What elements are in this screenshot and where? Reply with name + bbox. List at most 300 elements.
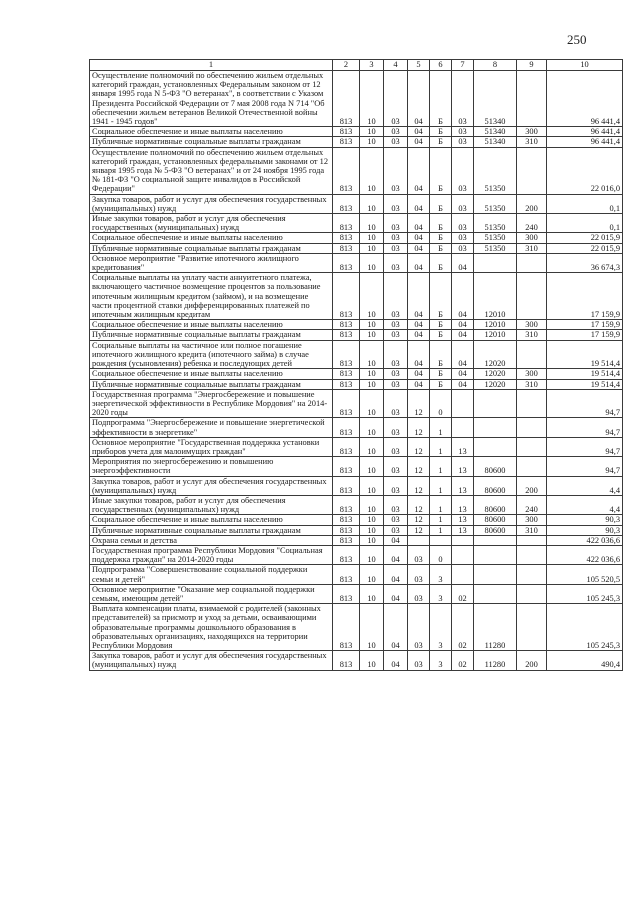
table-row bbox=[90, 330, 623, 340]
row-amount: 94,7 bbox=[547, 437, 623, 456]
row-code: 51350 bbox=[474, 214, 517, 233]
row-code bbox=[517, 584, 547, 603]
table-row bbox=[90, 194, 623, 213]
table-row bbox=[90, 369, 623, 379]
row-code: 04 bbox=[384, 651, 408, 670]
row-code: 04 bbox=[384, 545, 408, 564]
row-code: 03 bbox=[384, 214, 408, 233]
row-description: Основное мероприятие "Развитие ипотечного жилищного кредитования" bbox=[90, 253, 333, 272]
table-row bbox=[90, 253, 623, 272]
row-code: 813 bbox=[333, 379, 360, 389]
row-amount: 105 520,5 bbox=[547, 565, 623, 584]
row-code: Б bbox=[430, 137, 452, 147]
row-code: Б bbox=[430, 243, 452, 253]
row-amount: 422 036,6 bbox=[547, 535, 623, 545]
row-code: 11280 bbox=[474, 604, 517, 651]
table-row bbox=[90, 584, 623, 603]
row-code: 04 bbox=[452, 369, 474, 379]
row-code: Б bbox=[430, 127, 452, 137]
row-code: 1 bbox=[430, 515, 452, 525]
row-code: 300 bbox=[517, 320, 547, 330]
row-code: 51350 bbox=[474, 243, 517, 253]
row-code: 240 bbox=[517, 495, 547, 514]
row-amount: 90,3 bbox=[547, 525, 623, 535]
row-code bbox=[517, 340, 547, 369]
row-code: 10 bbox=[360, 565, 384, 584]
row-amount: 22 016,0 bbox=[547, 147, 623, 194]
table-row bbox=[90, 71, 623, 127]
row-code: 03 bbox=[384, 320, 408, 330]
row-code: 12 bbox=[408, 525, 430, 535]
row-code: 200 bbox=[517, 651, 547, 670]
row-code: 200 bbox=[517, 194, 547, 213]
page-number: 250 bbox=[567, 32, 587, 47]
row-code: 80600 bbox=[474, 525, 517, 535]
row-code: 12 bbox=[408, 418, 430, 437]
row-code: 03 bbox=[384, 243, 408, 253]
row-code: 310 bbox=[517, 330, 547, 340]
row-code: 10 bbox=[360, 214, 384, 233]
row-code: 813 bbox=[333, 476, 360, 495]
row-code bbox=[517, 535, 547, 545]
row-code: 813 bbox=[333, 545, 360, 564]
row-code: 1 bbox=[430, 418, 452, 437]
row-code: 12020 bbox=[474, 379, 517, 389]
row-code bbox=[517, 147, 547, 194]
row-code bbox=[517, 437, 547, 456]
row-amount: 90,3 bbox=[547, 515, 623, 525]
row-amount: 96 441,4 bbox=[547, 127, 623, 137]
row-code: 04 bbox=[408, 369, 430, 379]
row-code bbox=[474, 565, 517, 584]
table-row bbox=[90, 457, 623, 476]
table-row bbox=[90, 418, 623, 437]
row-code: Б bbox=[430, 233, 452, 243]
row-code: 310 bbox=[517, 379, 547, 389]
table-row bbox=[90, 545, 623, 564]
row-code: 13 bbox=[452, 437, 474, 456]
table-row bbox=[90, 476, 623, 495]
row-code: 04 bbox=[408, 379, 430, 389]
row-code: 10 bbox=[360, 253, 384, 272]
row-code bbox=[430, 535, 452, 545]
row-code: 04 bbox=[408, 194, 430, 213]
table-row bbox=[90, 565, 623, 584]
row-code: 13 bbox=[452, 495, 474, 514]
row-amount: 0,1 bbox=[547, 214, 623, 233]
row-code: 10 bbox=[360, 369, 384, 379]
row-code: 813 bbox=[333, 437, 360, 456]
row-code: 04 bbox=[408, 71, 430, 127]
row-description: Социальные выплаты на частичное или полное погашение ипотечного жилищного кредита (ипотечного займа) в случае рождения (усыновления) ребенка и последующих детей bbox=[90, 340, 333, 369]
row-code: 813 bbox=[333, 147, 360, 194]
row-description: Социальное обеспечение и иные выплаты населению bbox=[90, 515, 333, 525]
row-code: 300 bbox=[517, 369, 547, 379]
row-code: 04 bbox=[452, 273, 474, 320]
row-code: 12 bbox=[408, 389, 430, 418]
row-code bbox=[517, 457, 547, 476]
row-code: 03 bbox=[384, 525, 408, 535]
row-code: 03 bbox=[384, 330, 408, 340]
row-code: 03 bbox=[408, 545, 430, 564]
row-code: 10 bbox=[360, 330, 384, 340]
row-code: 03 bbox=[384, 389, 408, 418]
row-code: 813 bbox=[333, 330, 360, 340]
row-code: 12 bbox=[408, 476, 430, 495]
row-code: 03 bbox=[384, 418, 408, 437]
row-code: 813 bbox=[333, 233, 360, 243]
row-code bbox=[474, 584, 517, 603]
row-code: 10 bbox=[360, 495, 384, 514]
row-description: Государственная программа Республики Мордовия "Социальная поддержка граждан" на 2014-2020 годы bbox=[90, 545, 333, 564]
table-row bbox=[90, 147, 623, 194]
row-code: Б bbox=[430, 273, 452, 320]
row-code: 02 bbox=[452, 584, 474, 603]
row-code: 10 bbox=[360, 71, 384, 127]
row-code: 80600 bbox=[474, 515, 517, 525]
row-code: 10 bbox=[360, 437, 384, 456]
row-code: 03 bbox=[384, 369, 408, 379]
row-code: 813 bbox=[333, 495, 360, 514]
row-code: 813 bbox=[333, 389, 360, 418]
table-row bbox=[90, 127, 623, 137]
row-code: 51350 bbox=[474, 194, 517, 213]
row-code: 813 bbox=[333, 127, 360, 137]
row-code: 04 bbox=[408, 127, 430, 137]
row-code: 10 bbox=[360, 127, 384, 137]
row-code: 3 bbox=[430, 584, 452, 603]
row-code bbox=[517, 253, 547, 272]
row-code bbox=[517, 604, 547, 651]
row-code: 12010 bbox=[474, 320, 517, 330]
row-code: 04 bbox=[384, 604, 408, 651]
row-code: 813 bbox=[333, 194, 360, 213]
row-code: 12020 bbox=[474, 340, 517, 369]
row-code: Б bbox=[430, 369, 452, 379]
table-header-row bbox=[90, 60, 623, 71]
row-code bbox=[517, 418, 547, 437]
row-code: 03 bbox=[384, 273, 408, 320]
row-code: 04 bbox=[452, 330, 474, 340]
row-code: 03 bbox=[452, 147, 474, 194]
row-code: 13 bbox=[452, 515, 474, 525]
row-description: Социальное обеспечение и иные выплаты населению bbox=[90, 369, 333, 379]
row-code: 10 bbox=[360, 584, 384, 603]
row-description: Публичные нормативные социальные выплаты гражданам bbox=[90, 379, 333, 389]
row-description: Охрана семьи и детства bbox=[90, 535, 333, 545]
row-amount: 19 514,4 bbox=[547, 369, 623, 379]
row-code: 04 bbox=[452, 253, 474, 272]
row-code: 03 bbox=[384, 476, 408, 495]
row-description: Выплата компенсации платы, взимаемой с родителей (законных представителей) за присмотр и уход за детьми, осваивающими образовательные программы дошкольного образования в образовательных организациях, находящихся на территории Республики Мордовия bbox=[90, 604, 333, 651]
row-code: 04 bbox=[452, 320, 474, 330]
row-amount: 94,7 bbox=[547, 418, 623, 437]
table-row bbox=[90, 437, 623, 456]
column-number: 1 bbox=[90, 60, 333, 71]
table-row bbox=[90, 243, 623, 253]
row-amount: 36 674,3 bbox=[547, 253, 623, 272]
table-row bbox=[90, 535, 623, 545]
row-code: 04 bbox=[408, 243, 430, 253]
row-code: 03 bbox=[384, 515, 408, 525]
row-code bbox=[452, 389, 474, 418]
row-code: 03 bbox=[384, 194, 408, 213]
row-code: 300 bbox=[517, 515, 547, 525]
row-code: 04 bbox=[384, 584, 408, 603]
row-description: Закупка товаров, работ и услуг для обеспечения государственных (муниципальных) нужд bbox=[90, 194, 333, 213]
row-code: 12010 bbox=[474, 273, 517, 320]
column-number: 6 bbox=[430, 60, 452, 71]
row-code: 0 bbox=[430, 389, 452, 418]
row-code bbox=[517, 273, 547, 320]
row-code bbox=[452, 545, 474, 564]
row-code bbox=[517, 389, 547, 418]
row-code: 300 bbox=[517, 233, 547, 243]
column-number: 3 bbox=[360, 60, 384, 71]
row-code: 13 bbox=[452, 525, 474, 535]
row-code: 03 bbox=[384, 137, 408, 147]
row-amount: 422 036,6 bbox=[547, 545, 623, 564]
row-code: 10 bbox=[360, 545, 384, 564]
row-code: 10 bbox=[360, 389, 384, 418]
row-amount: 17 159,9 bbox=[547, 273, 623, 320]
row-description: Социальное обеспечение и иные выплаты населению bbox=[90, 320, 333, 330]
row-code: 12 bbox=[408, 515, 430, 525]
row-code: 813 bbox=[333, 243, 360, 253]
row-code: 04 bbox=[408, 233, 430, 243]
row-code: 12 bbox=[408, 495, 430, 514]
table-row bbox=[90, 379, 623, 389]
row-code: 03 bbox=[384, 253, 408, 272]
budget-table bbox=[89, 59, 623, 671]
row-description: Публичные нормативные социальные выплаты гражданам bbox=[90, 243, 333, 253]
row-code: 03 bbox=[384, 437, 408, 456]
row-code: 10 bbox=[360, 604, 384, 651]
column-number: 4 bbox=[384, 60, 408, 71]
row-code: Б bbox=[430, 194, 452, 213]
row-amount: 0,1 bbox=[547, 194, 623, 213]
row-code: 813 bbox=[333, 369, 360, 379]
row-code: 10 bbox=[360, 651, 384, 670]
row-code: 04 bbox=[408, 137, 430, 147]
row-amount: 19 514,4 bbox=[547, 340, 623, 369]
row-code: Б bbox=[430, 330, 452, 340]
row-amount: 17 159,9 bbox=[547, 330, 623, 340]
row-code: 310 bbox=[517, 137, 547, 147]
row-description: Подпрограмма "Совершенствование социальной поддержки семьи и детей" bbox=[90, 565, 333, 584]
row-code: 02 bbox=[452, 604, 474, 651]
row-code: 10 bbox=[360, 233, 384, 243]
row-code: 813 bbox=[333, 584, 360, 603]
row-code bbox=[408, 535, 430, 545]
row-code: 10 bbox=[360, 137, 384, 147]
row-code bbox=[452, 418, 474, 437]
row-code: 3 bbox=[430, 565, 452, 584]
table-row bbox=[90, 320, 623, 330]
row-amount: 4,4 bbox=[547, 476, 623, 495]
row-description: Иные закупки товаров, работ и услуг для обеспечения государственных (муниципальных) нужд bbox=[90, 214, 333, 233]
row-code: 04 bbox=[384, 565, 408, 584]
row-code: 12 bbox=[408, 437, 430, 456]
row-code: 80600 bbox=[474, 476, 517, 495]
row-code: 813 bbox=[333, 273, 360, 320]
column-number: 10 bbox=[547, 60, 623, 71]
row-code: 03 bbox=[452, 194, 474, 213]
table-row bbox=[90, 214, 623, 233]
row-code: 51340 bbox=[474, 137, 517, 147]
row-code: 10 bbox=[360, 340, 384, 369]
row-code: 04 bbox=[452, 340, 474, 369]
row-code: 300 bbox=[517, 127, 547, 137]
row-description: Иные закупки товаров, работ и услуг для обеспечения государственных (муниципальных) нужд bbox=[90, 495, 333, 514]
row-code: 10 bbox=[360, 379, 384, 389]
row-amount: 4,4 bbox=[547, 495, 623, 514]
row-code: Б bbox=[430, 214, 452, 233]
row-code: Б bbox=[430, 320, 452, 330]
row-code: 10 bbox=[360, 515, 384, 525]
row-code: 10 bbox=[360, 194, 384, 213]
row-code: 51340 bbox=[474, 71, 517, 127]
table-row bbox=[90, 525, 623, 535]
row-code: 813 bbox=[333, 604, 360, 651]
row-description: Закупка товаров, работ и услуг для обеспечения государственных (муниципальных) нужд bbox=[90, 476, 333, 495]
row-code: 10 bbox=[360, 418, 384, 437]
row-code: Б bbox=[430, 253, 452, 272]
row-code: 3 bbox=[430, 651, 452, 670]
row-code: 03 bbox=[452, 137, 474, 147]
row-code: 12020 bbox=[474, 369, 517, 379]
row-amount: 490,4 bbox=[547, 651, 623, 670]
row-description: Осуществление полномочий по обеспечению жильем отдельных категорий граждан, установленных федеральными законами от 12 января 1995 года № 5-ФЗ "О ветеранах" и от 24 ноября 1995 года № 181-ФЗ "О социальной защите инвалидов в Российской Федерации" bbox=[90, 147, 333, 194]
row-code: 80600 bbox=[474, 457, 517, 476]
row-code: Б bbox=[430, 340, 452, 369]
row-code: 10 bbox=[360, 320, 384, 330]
row-description: Основное мероприятие "Государственная поддержка установки приборов учета для малоимущих граждан" bbox=[90, 437, 333, 456]
column-number: 8 bbox=[474, 60, 517, 71]
row-code bbox=[517, 565, 547, 584]
row-code: 1 bbox=[430, 457, 452, 476]
row-amount: 105 245,3 bbox=[547, 604, 623, 651]
row-code: 813 bbox=[333, 71, 360, 127]
row-amount: 94,7 bbox=[547, 457, 623, 476]
row-code: 03 bbox=[452, 214, 474, 233]
table-row bbox=[90, 340, 623, 369]
row-code: 03 bbox=[452, 71, 474, 127]
row-code bbox=[517, 71, 547, 127]
row-description: Основное мероприятие "Оказание мер социальной поддержки семьям, имеющим детей" bbox=[90, 584, 333, 603]
row-code: Б bbox=[430, 71, 452, 127]
row-code bbox=[474, 535, 517, 545]
row-code: 03 bbox=[408, 604, 430, 651]
row-code: 813 bbox=[333, 535, 360, 545]
row-code: 04 bbox=[384, 535, 408, 545]
row-description: Мероприятия по энергосбережению и повышению энергоэффективности bbox=[90, 457, 333, 476]
row-amount: 105 245,3 bbox=[547, 584, 623, 603]
row-description: Социальное обеспечение и иные выплаты населению bbox=[90, 127, 333, 137]
row-description: Публичные нормативные социальные выплаты гражданам bbox=[90, 525, 333, 535]
row-code: 813 bbox=[333, 457, 360, 476]
row-code: 03 bbox=[384, 71, 408, 127]
row-code: 10 bbox=[360, 476, 384, 495]
row-code bbox=[517, 545, 547, 564]
row-code: 04 bbox=[408, 340, 430, 369]
row-code: 04 bbox=[408, 214, 430, 233]
row-code: Б bbox=[430, 147, 452, 194]
row-code: 03 bbox=[384, 147, 408, 194]
row-code: 12010 bbox=[474, 330, 517, 340]
column-number: 5 bbox=[408, 60, 430, 71]
row-code: 02 bbox=[452, 651, 474, 670]
row-code: 3 bbox=[430, 604, 452, 651]
table-row bbox=[90, 233, 623, 243]
row-code: 03 bbox=[384, 457, 408, 476]
row-code: 13 bbox=[452, 457, 474, 476]
row-code: 04 bbox=[408, 273, 430, 320]
table-row bbox=[90, 604, 623, 651]
row-description: Подпрограмма "Энергосбережение и повышение энергетической эффективности в энергетике" bbox=[90, 418, 333, 437]
row-description: Публичные нормативные социальные выплаты гражданам bbox=[90, 137, 333, 147]
row-code: 813 bbox=[333, 651, 360, 670]
row-code: 813 bbox=[333, 253, 360, 272]
row-code bbox=[474, 253, 517, 272]
row-code: 03 bbox=[384, 340, 408, 369]
row-code: 310 bbox=[517, 525, 547, 535]
column-number: 2 bbox=[333, 60, 360, 71]
row-description: Социальные выплаты на уплату части аннуитетного платежа, включающего частичное возмещение процентов за пользование ипотечным жилищным кредитом (займом), и на возмещение части процентной ставки дифференцированных платежей по ипотечным жилищным кредитам bbox=[90, 273, 333, 320]
row-code: 1 bbox=[430, 525, 452, 535]
row-code: 03 bbox=[452, 243, 474, 253]
row-code: 10 bbox=[360, 525, 384, 535]
row-code: 03 bbox=[384, 127, 408, 137]
row-code: 04 bbox=[408, 320, 430, 330]
table-row bbox=[90, 389, 623, 418]
row-description: Осуществление полномочий по обеспечению жильем отдельных категорий граждан, установленных Федеральным законом от 12 января 1995 года N 5-ФЗ "О ветеранах", в соответствии с Указом Президента Российской Федерации от 7 мая 2008 года N 714 "Об обеспечении жильем ветеранов Великой Отечественной войны 1941 - 1945 годов" bbox=[90, 71, 333, 127]
row-code: 0 bbox=[430, 545, 452, 564]
row-code: 51350 bbox=[474, 233, 517, 243]
row-amount: 22 015,9 bbox=[547, 243, 623, 253]
row-code: Б bbox=[430, 379, 452, 389]
row-code: 813 bbox=[333, 320, 360, 330]
row-code bbox=[452, 565, 474, 584]
row-code bbox=[474, 437, 517, 456]
row-code: 51350 bbox=[474, 147, 517, 194]
row-code: 1 bbox=[430, 437, 452, 456]
row-code: 10 bbox=[360, 147, 384, 194]
row-code: 03 bbox=[452, 233, 474, 243]
row-code: 10 bbox=[360, 273, 384, 320]
row-description: Государственная программа "Энергосбережение и повышение энергетической эффективности в Республике Мордовия" на 2014-2020 годы bbox=[90, 389, 333, 418]
row-code: 03 bbox=[408, 584, 430, 603]
table-row bbox=[90, 137, 623, 147]
row-code: 51340 bbox=[474, 127, 517, 137]
row-code: 10 bbox=[360, 243, 384, 253]
row-code: 13 bbox=[452, 476, 474, 495]
row-code: 03 bbox=[384, 233, 408, 243]
row-code bbox=[474, 389, 517, 418]
row-code: 813 bbox=[333, 214, 360, 233]
row-code: 03 bbox=[452, 127, 474, 137]
row-code: 11280 bbox=[474, 651, 517, 670]
row-amount: 19 514,4 bbox=[547, 379, 623, 389]
row-description: Закупка товаров, работ и услуг для обеспечения государственных (муниципальных) нужд bbox=[90, 651, 333, 670]
column-number: 7 bbox=[452, 60, 474, 71]
table-row bbox=[90, 651, 623, 670]
row-amount: 96 441,4 bbox=[547, 71, 623, 127]
row-code: 310 bbox=[517, 243, 547, 253]
row-amount: 94,7 bbox=[547, 389, 623, 418]
row-code: 813 bbox=[333, 418, 360, 437]
row-code bbox=[452, 535, 474, 545]
